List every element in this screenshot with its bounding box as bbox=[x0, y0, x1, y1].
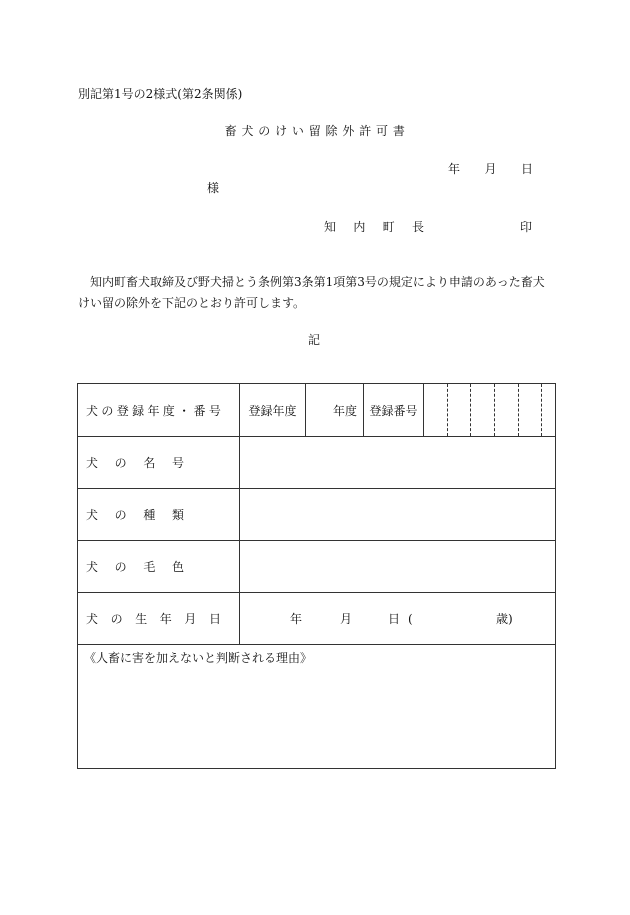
dog-coat-label bbox=[78, 541, 240, 593]
label-char: 度 bbox=[162, 403, 175, 418]
label-char: 名 bbox=[143, 456, 156, 470]
age-open-paren: ( bbox=[408, 611, 413, 626]
document-title: 畜 犬 の け い 留 除 外 許 可 書 bbox=[224, 124, 406, 138]
permit-details-table bbox=[77, 383, 556, 769]
signer-char: 内 bbox=[353, 220, 366, 234]
dog-name-label bbox=[78, 437, 240, 489]
label-char: 犬 bbox=[86, 508, 99, 522]
digit-divider bbox=[541, 384, 542, 436]
date-day-label: 日 bbox=[520, 162, 533, 176]
age-label: 歳) bbox=[496, 612, 513, 626]
dog-birthdate-row bbox=[78, 593, 556, 645]
signer-title bbox=[324, 218, 424, 235]
label-char: 類 bbox=[171, 508, 184, 522]
label-char: 犬 bbox=[86, 560, 99, 574]
signer-char: 長 bbox=[411, 220, 424, 234]
dog-breed-label bbox=[78, 489, 240, 541]
dog-coat-row bbox=[78, 541, 556, 593]
reason-label: 《人畜に害を加えないと判断される理由》 bbox=[84, 651, 313, 665]
dog-breed-row bbox=[78, 489, 556, 541]
signer-char: 知 bbox=[324, 220, 337, 234]
reason-field[interactable] bbox=[78, 645, 556, 769]
addressee-suffix: 様 bbox=[207, 181, 220, 195]
registration-year-label: 登録年度 bbox=[240, 384, 306, 436]
permission-statement: 知内町畜犬取締及び野犬掃とう条例第3条第1項第3号の規定により申請のあった畜犬けい留の除外を下記のとおり許可します。 bbox=[78, 275, 545, 310]
registration-number-field[interactable] bbox=[424, 384, 555, 436]
reason-row bbox=[78, 645, 556, 769]
label-char: 録 bbox=[132, 403, 145, 418]
registration-number-label: 登録番号 bbox=[364, 384, 424, 436]
label-char: 毛 bbox=[143, 560, 156, 574]
label-char: 月 bbox=[184, 612, 197, 626]
dog-name-row bbox=[78, 437, 556, 489]
label-char: 年 bbox=[159, 612, 172, 626]
ki-heading: 記 bbox=[308, 333, 321, 347]
digit-divider bbox=[518, 384, 519, 436]
registration-label bbox=[78, 384, 240, 437]
label-char: 犬 bbox=[86, 403, 99, 418]
signer-char: 町 bbox=[382, 220, 395, 234]
registration-year-field[interactable]: 年度 bbox=[306, 384, 364, 436]
dog-birthdate-field[interactable] bbox=[240, 593, 556, 645]
label-char: の bbox=[114, 456, 127, 470]
date-month-label: 月 bbox=[484, 162, 497, 176]
digit-divider bbox=[470, 384, 471, 436]
label-char: 種 bbox=[143, 508, 156, 522]
registration-value-cell bbox=[240, 384, 556, 437]
digit-divider bbox=[494, 384, 495, 436]
digit-divider bbox=[447, 384, 448, 436]
dob-month-label: 月 bbox=[340, 612, 353, 626]
label-char: 号 bbox=[171, 456, 184, 470]
dog-breed-field[interactable] bbox=[240, 489, 556, 541]
label-char: の bbox=[114, 508, 127, 522]
issue-date bbox=[448, 160, 533, 177]
label-char: 号 bbox=[208, 403, 221, 418]
label-char: 色 bbox=[171, 560, 184, 574]
label-char: 日 bbox=[208, 612, 221, 626]
form-number-label: 別記第1号の2様式(第2条関係) bbox=[78, 87, 243, 101]
seal-mark: 印 bbox=[520, 220, 533, 234]
date-year-label: 年 bbox=[448, 162, 461, 176]
label-char: 年 bbox=[147, 403, 160, 418]
dob-year-label: 年 bbox=[290, 612, 303, 626]
dog-name-field[interactable] bbox=[240, 437, 556, 489]
dob-day-label: 日 bbox=[388, 612, 401, 626]
label-char: 犬 bbox=[86, 456, 99, 470]
label-char: 番 bbox=[193, 403, 206, 418]
dog-birthdate-label bbox=[78, 593, 240, 645]
registration-row bbox=[78, 384, 556, 437]
label-char: 登 bbox=[116, 403, 129, 418]
label-char: の bbox=[110, 612, 123, 626]
label-char: の bbox=[101, 403, 114, 418]
label-char: の bbox=[114, 560, 127, 574]
label-char: 生 bbox=[135, 612, 148, 626]
label-char: ・ bbox=[178, 403, 191, 418]
label-char: 犬 bbox=[86, 612, 99, 626]
dog-coat-field[interactable] bbox=[240, 541, 556, 593]
